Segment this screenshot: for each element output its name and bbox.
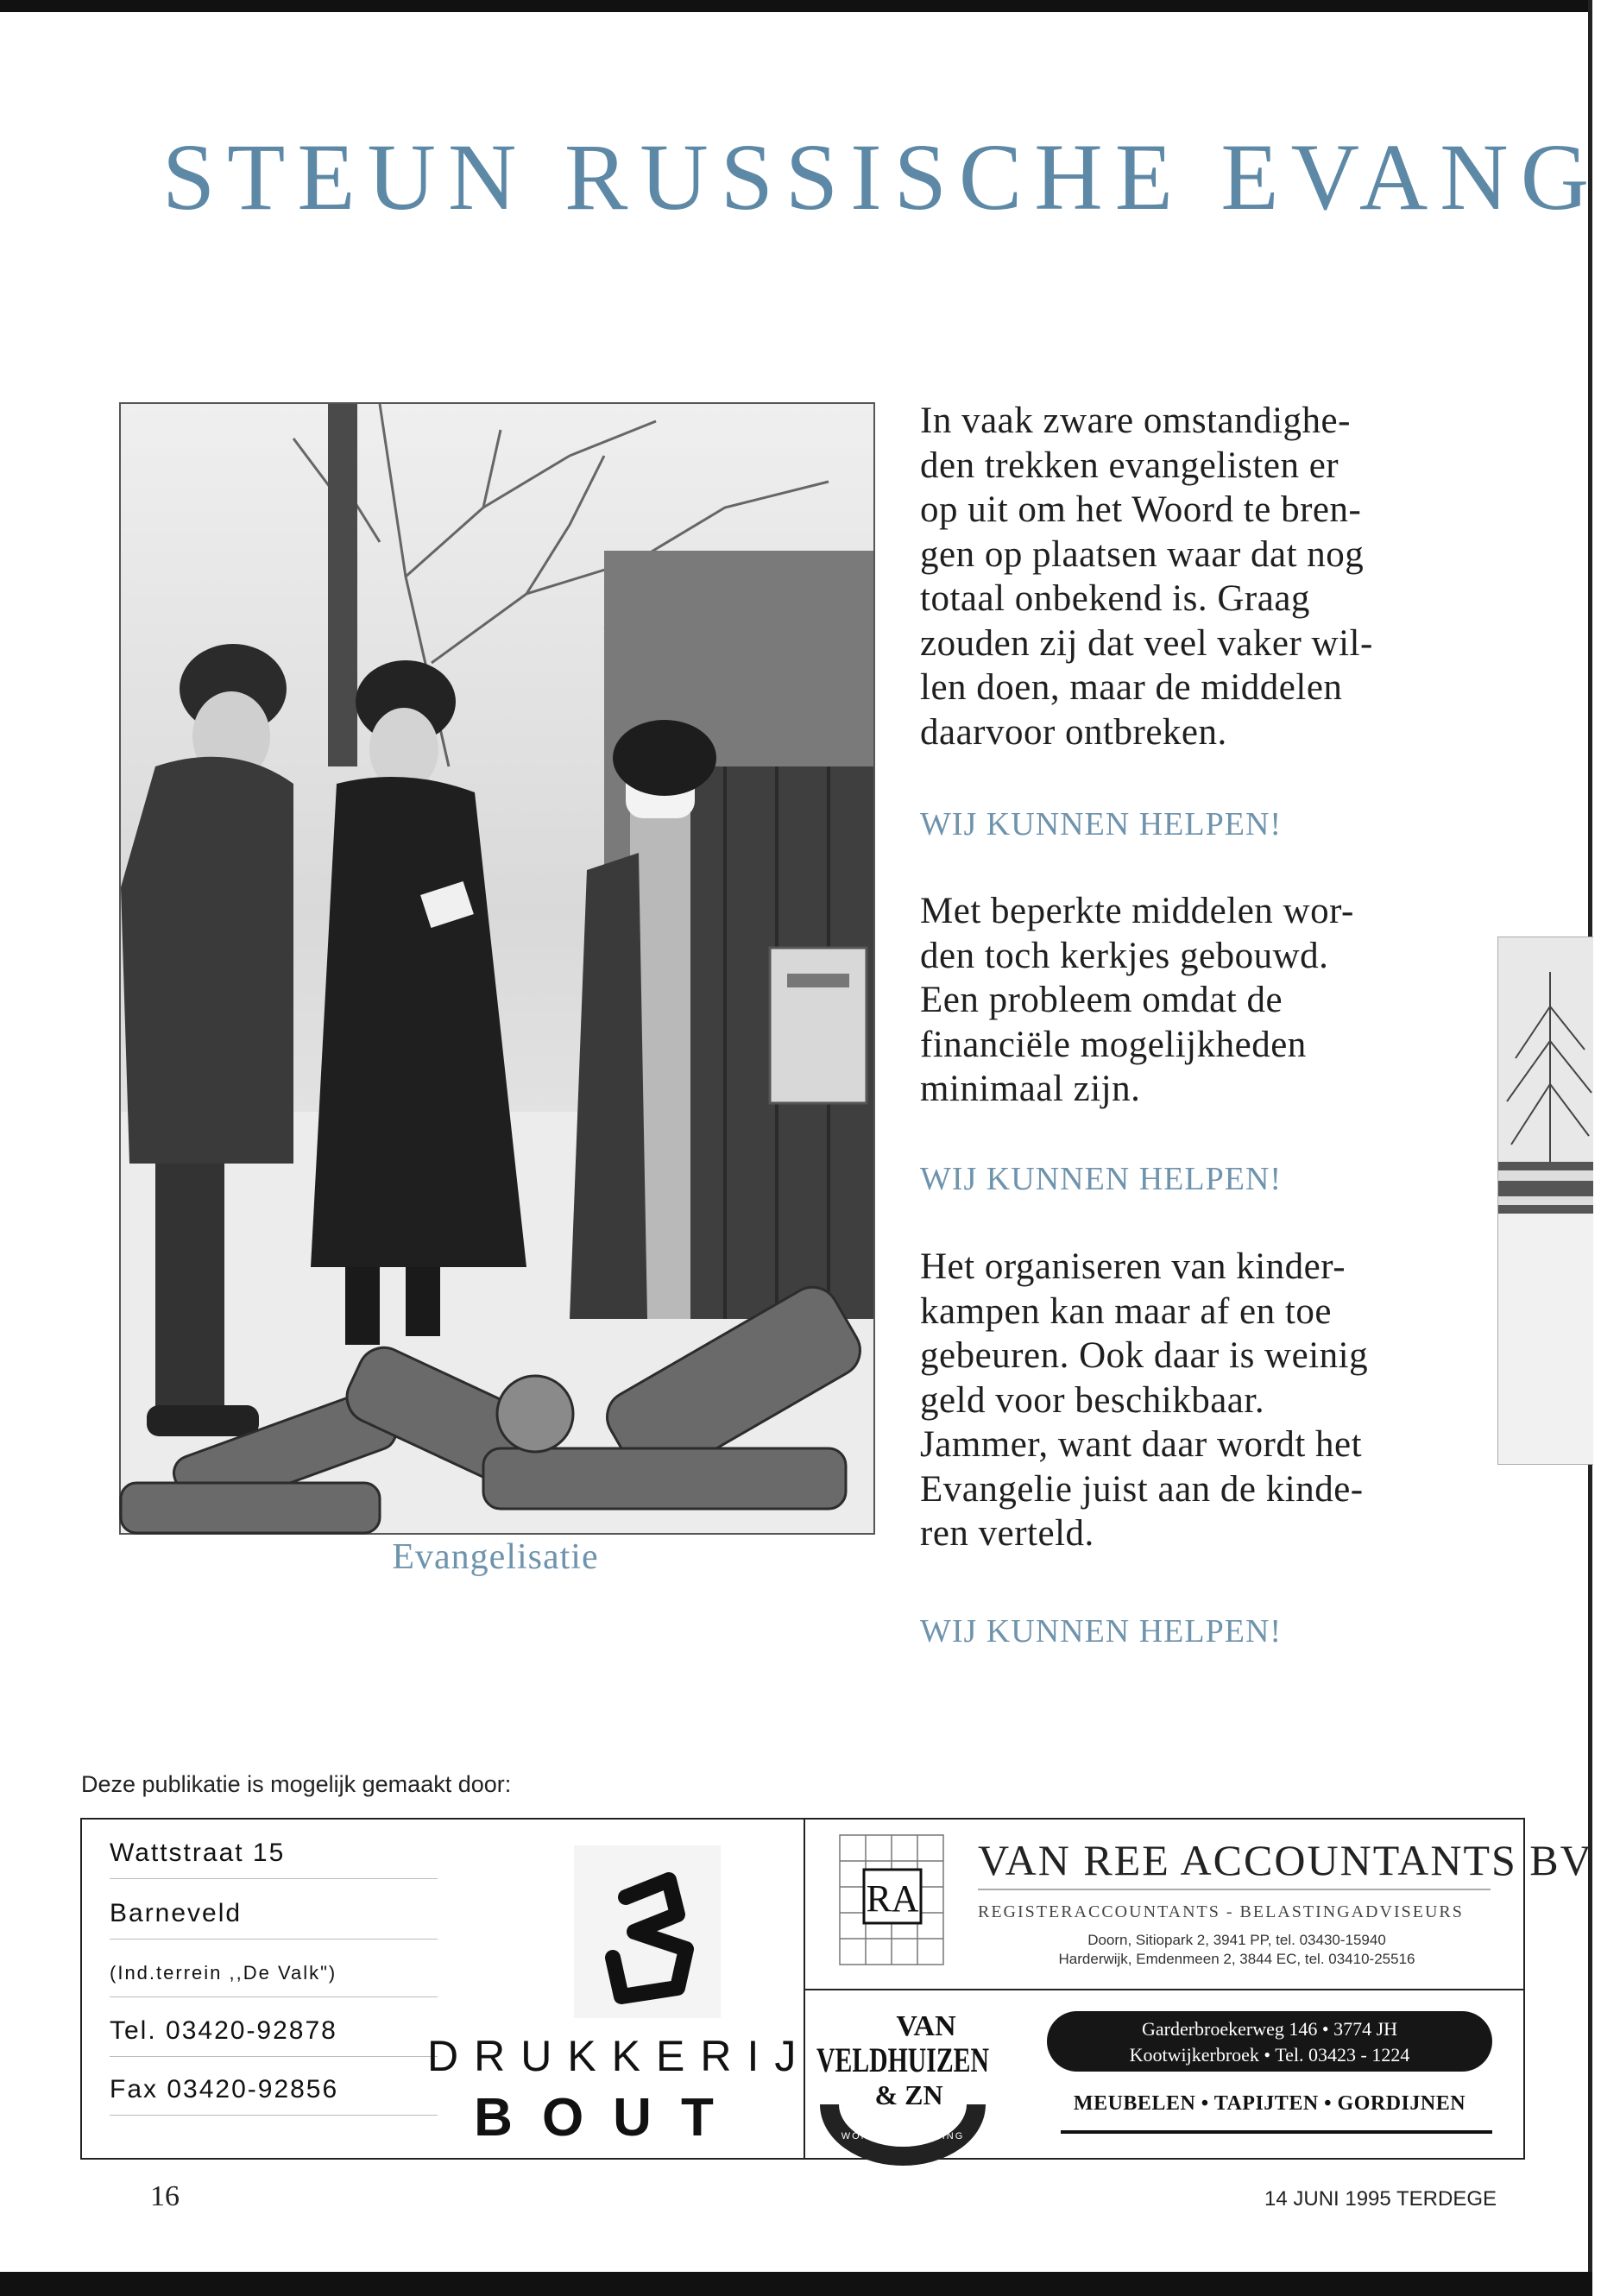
paragraph-3-line: gebeuren. Ook daar is weinig <box>920 1335 1369 1376</box>
publication-info: 14 JUNI 1995 TERDEGE <box>1264 2187 1497 2211</box>
van-ree-address-harderwijk: Harderwijk, Emdenmeen 2, 3844 EC, tel. 03410-25516 <box>1058 1951 1415 1967</box>
ad-van-ree-accountants <box>805 1820 1593 1990</box>
bout-address-line: Barneveld <box>110 1899 243 1927</box>
paragraph-2-line: den toch kerkjes gebouwd. <box>920 935 1329 976</box>
divider <box>1061 2130 1492 2134</box>
paragraph-2 <box>920 889 1524 1112</box>
veldhuizen-logo-top: VAN <box>896 2010 956 2042</box>
bout-address-line: (Ind.terrein ,,De Valk") <box>110 1962 337 1984</box>
ad-van-veldhuizen <box>805 1990 1523 2158</box>
bout-brand-bottom: BOUT <box>474 2088 743 2148</box>
divider <box>110 1878 438 1879</box>
paragraph-2-line: Met beperkte middelen wor- <box>920 891 1354 931</box>
paragraph-1-line: daarvoor ontbreken. <box>920 711 1227 753</box>
photo-caption: Evangelisatie <box>392 1537 599 1577</box>
veldhuizen-address: Garderbroekerweg 146 • 3774 JH <box>1141 2018 1398 2040</box>
cta-2: WIJ KUNNEN HELPEN! <box>920 1161 1283 1197</box>
paragraph-3-line: kampen kan maar af en toe <box>920 1290 1332 1332</box>
divider <box>978 1889 1491 1890</box>
paragraph-1-line: gen op plaatsen waar dat nog <box>920 533 1365 575</box>
paragraph-1-line: den trekken evangelisten er <box>920 445 1339 486</box>
main-photo <box>119 402 875 1535</box>
bout-logo-icon <box>574 1845 721 2018</box>
ra-logo-icon <box>840 1835 943 1965</box>
paragraph-1-line: zouden zij dat veel vaker wil- <box>920 622 1373 664</box>
veldhuizen-logo-main: VELDHUIZEN <box>816 2041 990 2079</box>
veldhuizen-goods: MEUBELEN • TAPIJTEN • GORDIJNEN <box>1073 2092 1466 2115</box>
paragraph-3 <box>920 1245 1524 1556</box>
paragraph-2-line: financiële mogelijkheden <box>920 1024 1307 1065</box>
cta-1: WIJ KUNNEN HELPEN! <box>920 806 1283 842</box>
paragraph-2-line: Een probleem omdat de <box>920 980 1283 1020</box>
bout-address-line: Wattstraat 15 <box>110 1839 286 1867</box>
veldhuizen-logo-arc: WONINGINRICHTING <box>841 2131 965 2141</box>
divider <box>110 2115 438 2116</box>
paragraph-1-line: op uit om het Woord te bren- <box>920 489 1362 530</box>
veldhuizen-contact-pill <box>1047 2011 1492 2072</box>
van-ree-subtitle: REGISTERACCOUNTANTS - BELASTINGADVISEURS <box>978 1902 1464 1921</box>
top-border <box>0 0 1592 12</box>
divider <box>110 1996 438 1997</box>
ra-logo-text: RA <box>866 1877 919 1920</box>
veldhuizen-logo-icon <box>812 2001 993 2148</box>
bout-phone: Tel. 03420-92878 <box>110 2016 337 2045</box>
divider <box>110 1939 438 1940</box>
paragraph-3-line: Jammer, want daar wordt het <box>920 1424 1363 1465</box>
cta-3: WIJ KUNNEN HELPEN! <box>920 1613 1283 1649</box>
page-number: 16 <box>150 2180 180 2212</box>
paragraph-3-line: Evangelie juist aan de kinde- <box>920 1468 1364 1510</box>
paragraph-1-line: totaal onbekend is. Graag <box>920 578 1310 619</box>
paragraph-3-line: Het organiseren van kinder- <box>920 1246 1346 1287</box>
paragraph-1-line: len doen, maar de middelen <box>920 667 1343 708</box>
paragraph-2-line: minimaal zijn. <box>920 1069 1141 1109</box>
paragraph-3-line: ren verteld. <box>920 1513 1094 1554</box>
veldhuizen-logo-bottom: & ZN <box>874 2079 943 2110</box>
divider <box>110 2056 438 2057</box>
paragraph-1 <box>920 399 1524 754</box>
van-ree-address-doorn: Doorn, Sitiopark 2, 3941 PP, tel. 03430-15940 <box>1087 1932 1386 1948</box>
bout-brand-top: DRUKKERIJ <box>427 2032 812 2080</box>
ad-drukkerij-bout <box>82 1820 812 2158</box>
side-photo <box>1497 937 1593 1465</box>
headline: STEUN RUSSISCHE EVANG <box>162 124 1601 230</box>
paragraph-3-line: geld voor beschikbaar. <box>920 1379 1265 1421</box>
bout-fax: Fax 03420-92856 <box>110 2075 339 2104</box>
van-ree-name: VAN REE ACCOUNTANTS BV <box>978 1836 1593 1884</box>
paragraph-1-line: In vaak zware omstandighe- <box>920 401 1351 441</box>
advertisement-block <box>80 1818 1593 2160</box>
veldhuizen-phone: Kootwijkerbroek • Tel. 03423 - 1224 <box>1129 2044 1410 2066</box>
credit-line: Deze publikatie is mogelijk gemaakt door: <box>81 1771 512 1797</box>
bottom-border <box>0 2272 1592 2296</box>
